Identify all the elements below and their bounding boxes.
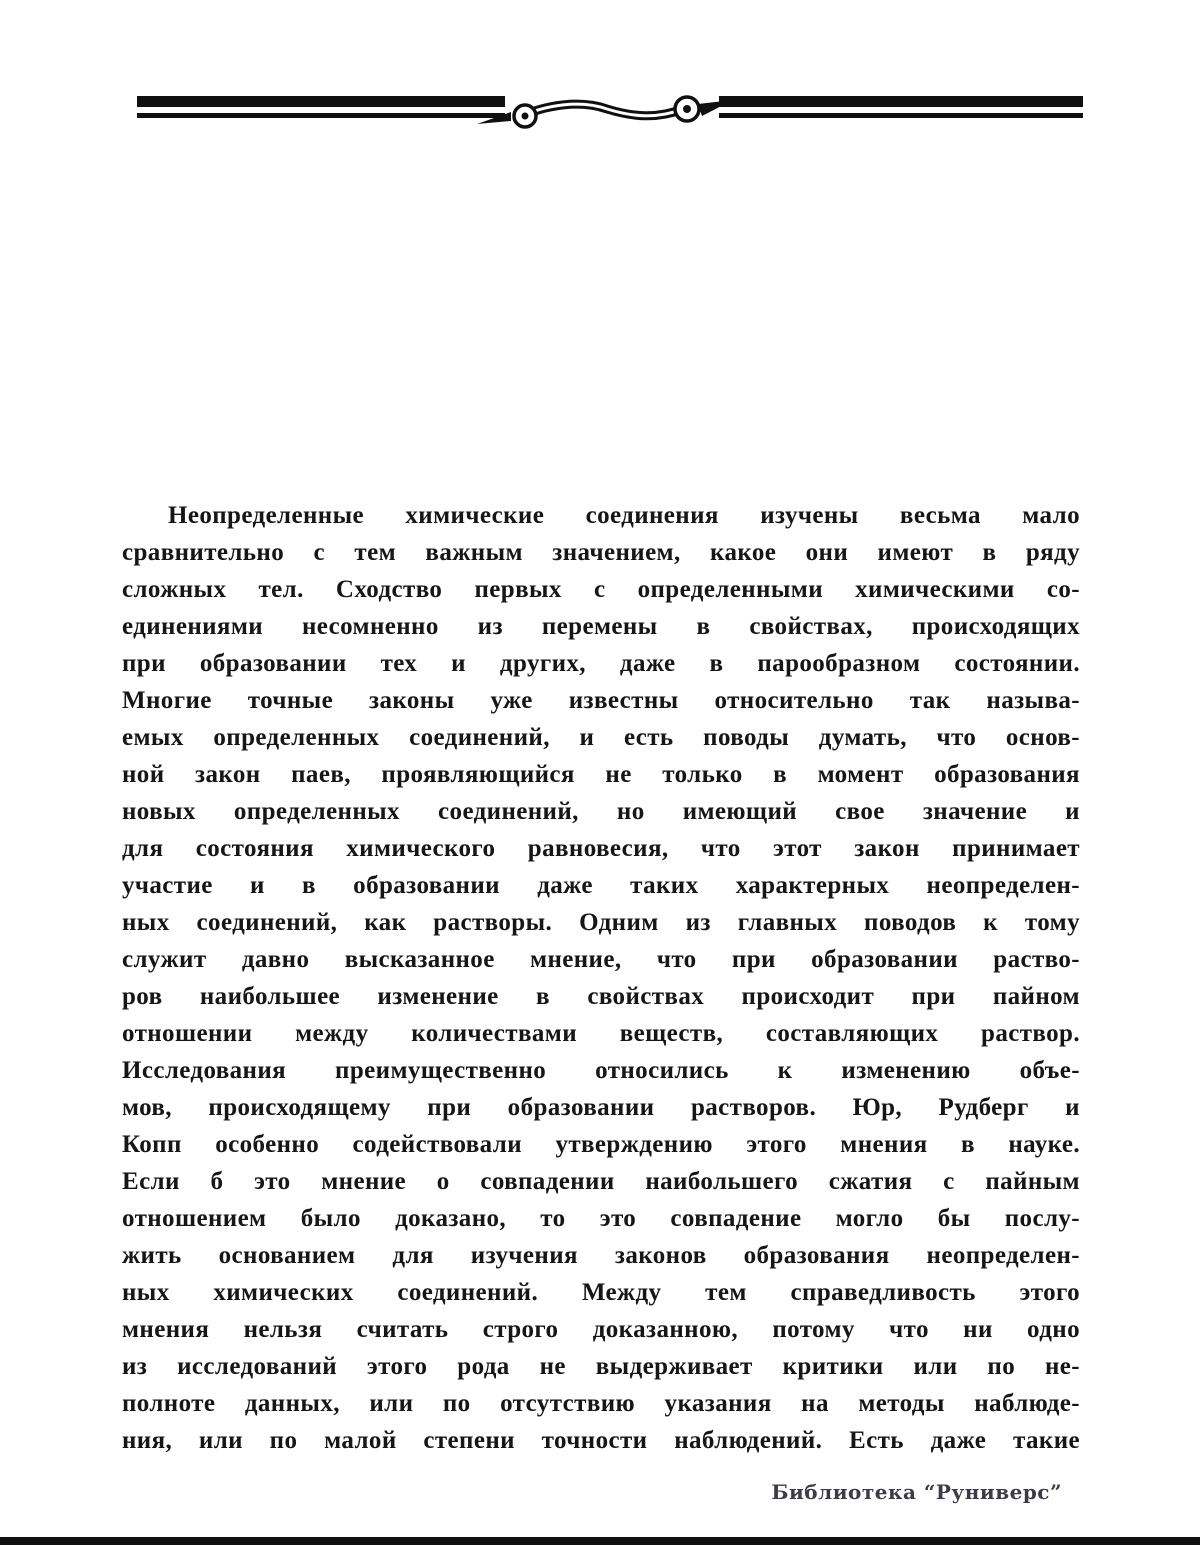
text-line: ных соединений, как растворы. Одним из главных поводов к тому — [122, 909, 1080, 936]
text-line: жить основанием для изучения законов образования неопределен- — [122, 1242, 1080, 1269]
text-line: емых определенных соединений, и есть поводы думать, что основ- — [122, 724, 1080, 751]
text-line: ной закон паев, проявляющийся не только в момент образования — [122, 761, 1080, 788]
text-line: Если б это мнение о совпадении наибольшего сжатия с пайным — [122, 1168, 1080, 1195]
text-line: из исследований этого рода не выдерживает критики или по не- — [122, 1353, 1080, 1380]
text-line: Копп особенно содействовали утверждению этого мнения в науке. — [122, 1131, 1080, 1158]
text-line: для состояния химического равновесия, что этот закон принимает — [122, 835, 1080, 862]
text-line: ров наибольшее изменение в свойствах происходит при пайном — [122, 983, 1080, 1010]
text-line: полноте данных, или по отсутствию указания на методы наблюде- — [122, 1390, 1080, 1417]
scroll-ornament-icon — [135, 90, 1085, 138]
text-line: при образовании тех и других, даже в парообразном состоянии. — [122, 650, 1080, 677]
text-line: отношением было доказано, то это совпадение могло бы послу- — [122, 1205, 1080, 1232]
text-line: сложных тел. Сходство первых с определенными химическими со- — [122, 576, 1080, 603]
text-line: служит давно высказанное мнение, что при образовании раство- — [122, 946, 1080, 973]
text-line: единениями несомненно из перемены в свойствах, происходящих — [122, 613, 1080, 640]
text-line: ных химических соединений. Между тем справедливость этого — [122, 1279, 1080, 1306]
text-line: Неопределенные химические соединения изучены весьма мало — [168, 502, 1080, 529]
decorative-rule — [135, 90, 1085, 138]
body-text — [122, 497, 1080, 1459]
text-line: сравнительно с тем важным значением, какое они имеют в ряду — [122, 539, 1080, 566]
text-line: ния, или по малой степени точности наблюдений. Есть даже такие — [122, 1427, 1080, 1454]
library-watermark: Библиотека “Руниверс” — [771, 1480, 1062, 1504]
text-line: новых определенных соединений, но имеющий свое значение и — [122, 798, 1080, 825]
text-line: участие и в образовании даже таких характерных неопределен- — [122, 872, 1080, 899]
text-line: мов, происходящему при образовании растворов. Юр, Рудберг и — [122, 1094, 1080, 1121]
text-line: Многие точные законы уже известны относительно так называ- — [122, 687, 1080, 714]
scan-bottom-edge — [0, 1537, 1200, 1545]
text-line: мнения нельзя считать строго доказанною, потому что ни одно — [122, 1316, 1080, 1343]
text-line: отношении между количествами веществ, составляющих раствор. — [122, 1020, 1080, 1047]
text-line: Исследования преимущественно относились к изменению объе- — [122, 1057, 1080, 1084]
